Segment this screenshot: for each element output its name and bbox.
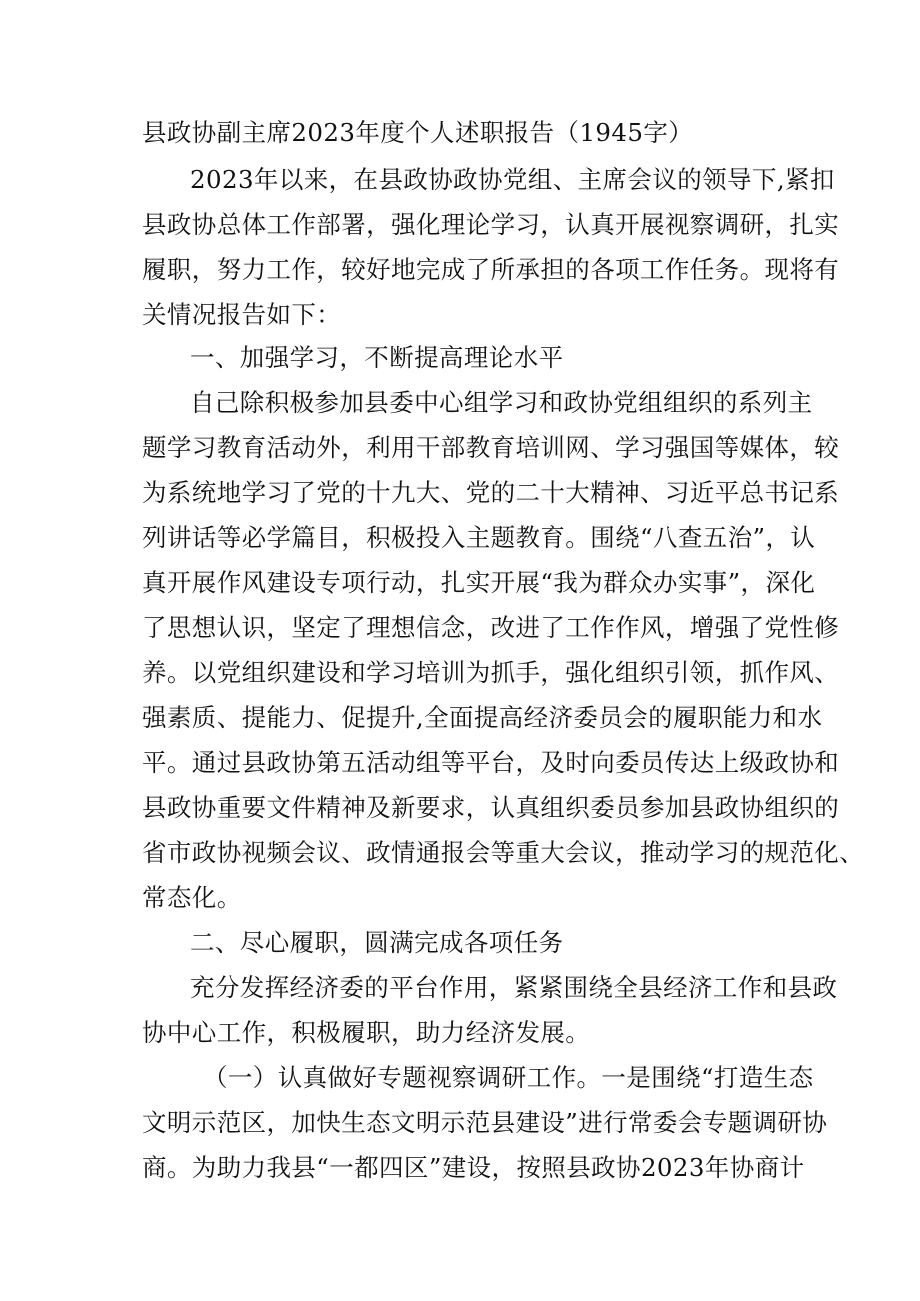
- paragraph-line: 商。为助力我县“一都四区”建设，按照县政协2023年协商计: [142, 1153, 805, 1182]
- paragraph-line: 县政协重要文件精神及新要求，认真组织委员参加县政协组织的: [142, 793, 840, 822]
- paragraph-line: 履职，努力工作，较好地完成了所承担的各项工作任务。现将有: [142, 255, 840, 284]
- paragraph-line: 协中心工作，积极履职，助力经济发展。: [142, 1018, 591, 1047]
- paragraph-line: 2023年以来，在县政协政协党组、主席会议的领导下,紧扣: [190, 165, 835, 194]
- paragraph-line: 题学习教育活动外，利用干部教育培训网、学习强国等媒体，较: [142, 433, 840, 462]
- paragraph-line: 县政协总体工作部署，强化理论学习，认真开展视察调研，扎实: [142, 210, 840, 239]
- section-heading: 一、加强学习，不断提高理论水平: [190, 343, 564, 372]
- paragraph-line: 强素质、提能力、促提升,全面提高经济委员会的履职能力和水: [142, 703, 823, 732]
- paragraph-line: 充分发挥经济委的平台作用，紧紧围绕全县经济工作和县政: [190, 973, 838, 1002]
- document-title: 县政协副主席2023年度个人述职报告（1945字）: [142, 118, 694, 147]
- paragraph-line: 真开展作风建设专项行动，扎实开展“我为群众办实事”，深化: [142, 568, 816, 597]
- paragraph-line: 了思想认识，坚定了理想信念，改进了工作作风，增强了党性修: [142, 613, 840, 642]
- paragraph-line: 养。以党组织建设和学习培训为抓手，强化组织引领，抓作风、: [142, 658, 840, 687]
- paragraph-line: 关情况报告如下：: [142, 300, 342, 329]
- paragraph-line: 文明示范区，加快生态文明示范县建设”进行常委会专题调研协: [142, 1108, 828, 1137]
- paragraph-line: 列讲话等必学篇目，积极投入主题教育。围绕“八查五治”，认: [142, 523, 816, 552]
- section-heading: 二、尽心履职，圆满完成各项任务: [190, 928, 564, 957]
- paragraph-line: 为系统地学习了党的十九大、党的二十大精神、习近平总书记系: [142, 478, 840, 507]
- paragraph-line: 常态化。: [142, 883, 242, 912]
- paragraph-line: 平。通过县政协第五活动组等平台，及时向委员传达上级政协和: [142, 748, 840, 777]
- paragraph-line: 自己除积极参加县委中心组学习和政协党组组织的系列主: [190, 388, 813, 417]
- paragraph-line: 省市政协视频会议、政情通报会等重大会议，推动学习的规范化、: [142, 838, 865, 867]
- subsection-line: （一）认真做好专题视察调研工作。一是围绕“打造生态: [203, 1063, 814, 1092]
